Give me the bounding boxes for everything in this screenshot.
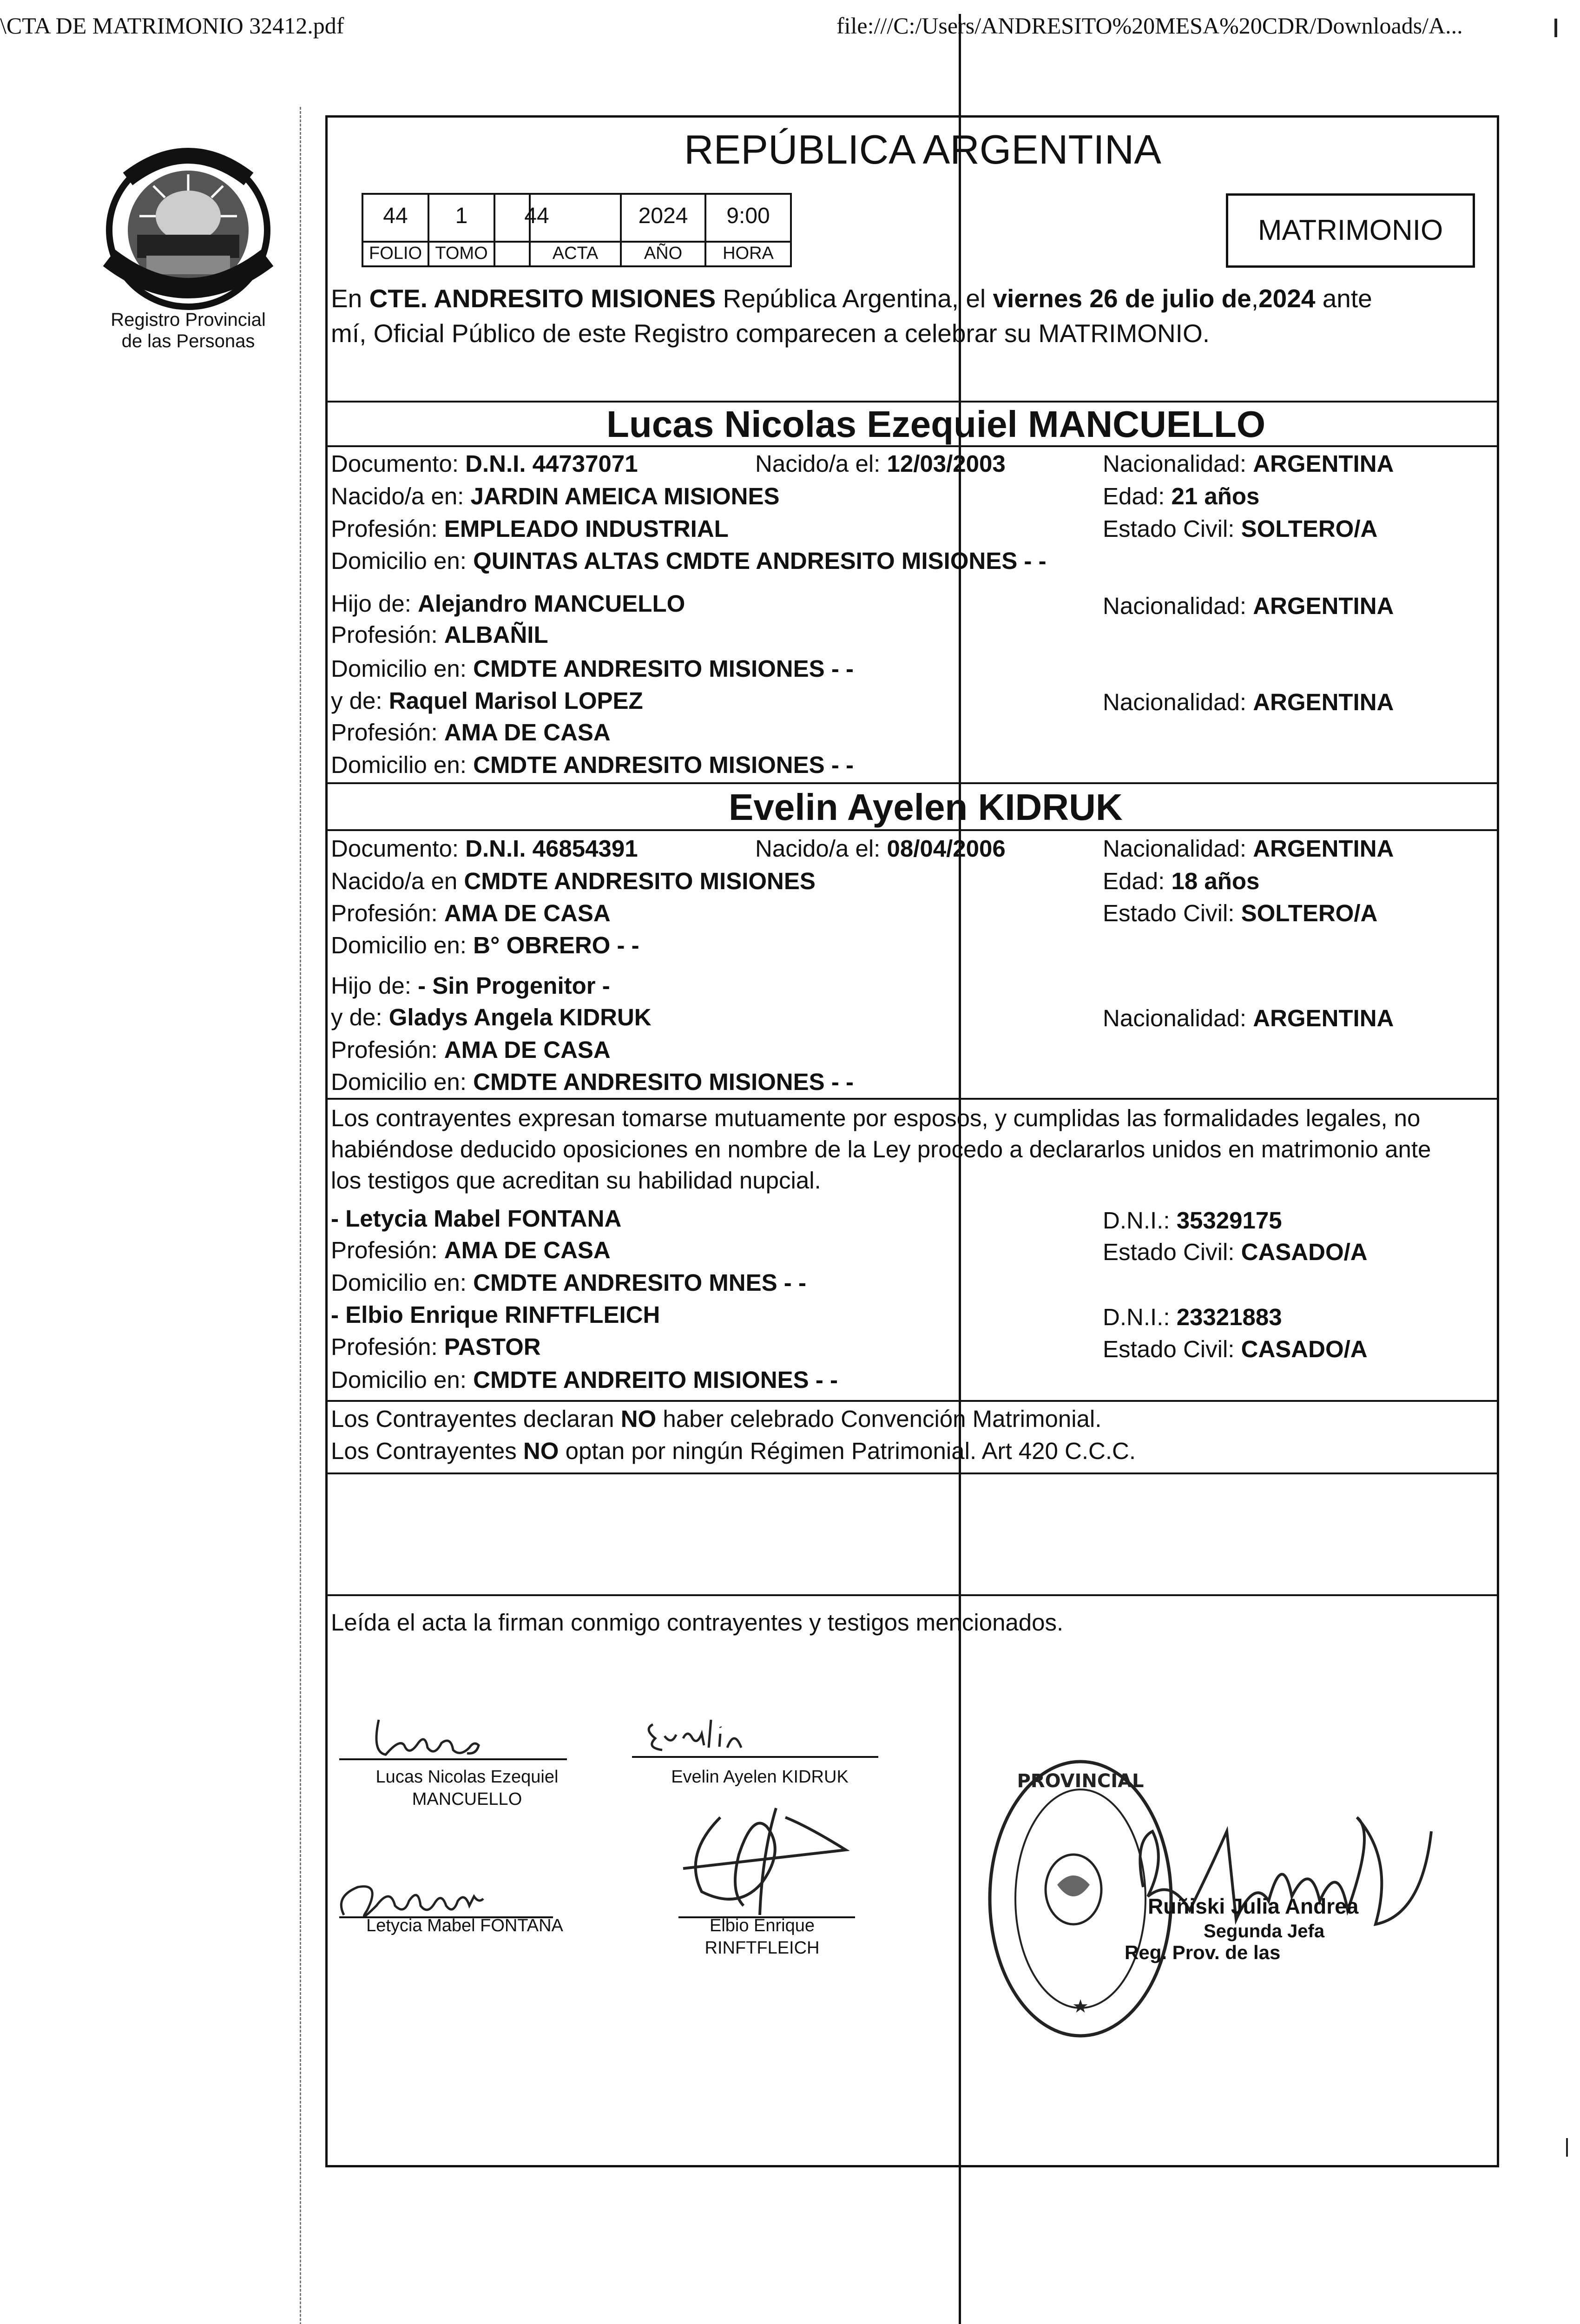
groom-profession: Profesión: EMPLEADO INDUSTRIAL (331, 515, 729, 542)
country-title: REPÚBLICA ARGENTINA (684, 126, 1161, 172)
declaration-line3: los testigos que acreditan su habilidad nupcial. (331, 1167, 821, 1194)
bride-birth-place: Nacido/a en CMDTE ANDRESITO MISIONES (331, 868, 816, 894)
stamp-top-text: PROVINCIAL (1017, 1770, 1144, 1792)
bride-birth-date: Nacido/a el: 08/04/2006 (755, 835, 1006, 862)
grid-cell-tomo (428, 193, 495, 267)
separator (325, 1594, 1499, 1596)
bride-mother: y de: Gladys Angela KIDRUK (331, 1004, 652, 1030)
hora-value: 9:00 (726, 204, 770, 228)
groom-father: Hijo de: Alejandro MANCUELLO (331, 590, 685, 617)
official-office: Reg. Prov. de las (1125, 1941, 1281, 1963)
separator (325, 445, 1499, 447)
intro-line1: En CTE. ANDRESITO MISIONES República Argentina, el viernes 26 de julio de,2024 ante (331, 284, 1372, 313)
groom-signature-icon (335, 1710, 576, 1766)
hora-label: HORA (723, 244, 774, 263)
witness2-name: - Elbio Enrique RINFTFLEICH (331, 1301, 660, 1328)
pdf-file-url: file:///C:/Users/ANDRESITO%20MESA%20CDR/Downloads/A... (836, 13, 1463, 39)
registry-caption (91, 309, 286, 352)
witness1-civil-status: Estado Civil: CASADO/A (1103, 1239, 1368, 1265)
bride-mother-nationality: Nacionalidad: ARGENTINA (1103, 1005, 1394, 1031)
bride-mother-profession: Profesión: AMA DE CASA (331, 1037, 611, 1063)
tomo-value: 1 (455, 204, 468, 228)
witness2-signature-label: Elbio Enrique RINFTFLEICH (704, 1916, 820, 1958)
groom-document: Documento: D.N.I. 44737071 (331, 450, 638, 477)
groom-name: Lucas Nicolas Ezequiel MANCUELLO (606, 403, 1266, 445)
groom-father-profession: Profesión: ALBAÑIL (331, 621, 548, 648)
bride-name: Evelin Ayelen KIDRUK (729, 786, 1123, 828)
closing-statement: Leída el acta la firman conmigo contrayentes y testigos mencionados. (331, 1609, 1064, 1636)
witness2-dni: D.N.I.: 23321883 (1103, 1304, 1282, 1330)
folio-label: FOLIO (369, 244, 422, 263)
witness2-domicile: Domicilio en: CMDTE ANDREITO MISIONES - - (331, 1367, 838, 1393)
groom-age: Edad: 21 años (1103, 483, 1260, 509)
grid-cell-folio (362, 193, 429, 267)
tomo-label: TOMO (435, 244, 488, 263)
bride-profession: Profesión: AMA DE CASA (331, 900, 611, 926)
intro-line2: mí, Oficial Público de este Registro comparecen a celebrar su MATRIMONIO. (331, 319, 1210, 348)
folio-value: 44 (383, 204, 408, 228)
bride-signature-label: Evelin Ayelen KIDRUK (671, 1767, 849, 1787)
registry-caption-line1: Registro Provincial (111, 310, 266, 330)
declaration-line2: habiéndose deducido oposiciones en nombre de la Ley procedo a declararlos unidos en matrimonio ante (331, 1136, 1431, 1162)
bride-mother-domicile: Domicilio en: CMDTE ANDRESITO MISIONES - - (331, 1069, 854, 1095)
doc-type-box: MATRIMONIO (1226, 193, 1475, 268)
fold-line (300, 107, 301, 2324)
groom-civil-status: Estado Civil: SOLTERO/A (1103, 515, 1378, 542)
groom-mother: y de: Raquel Marisol LOPEZ (331, 687, 643, 714)
groom-mother-domicile: Domicilio en: CMDTE ANDRESITO MISIONES - - (331, 752, 854, 778)
separator (325, 1400, 1499, 1402)
groom-mother-nationality: Nacionalidad: ARGENTINA (1103, 689, 1394, 715)
witness1-domicile: Domicilio en: CMDTE ANDRESITO MNES - - (331, 1269, 806, 1296)
pdf-file-title: \CTA DE MATRIMONIO 32412.pdf (0, 13, 344, 39)
anio-value: 2024 (638, 204, 688, 228)
grid-cell-hora (704, 193, 792, 267)
bride-domicile: Domicilio en: B° OBRERO - - (331, 932, 639, 958)
groom-father-nationality: Nacionalidad: ARGENTINA (1103, 593, 1394, 619)
separator (325, 782, 1499, 784)
groom-nationality: Nacionalidad: ARGENTINA (1103, 450, 1394, 477)
official-role: Segunda Jefa (1204, 1921, 1325, 1941)
bride-civil-status: Estado Civil: SOLTERO/A (1103, 900, 1378, 926)
official-name: Ruñiski Julia Andrea (1148, 1894, 1359, 1918)
separator (325, 401, 1499, 403)
bride-signature-icon (627, 1701, 888, 1766)
separator (325, 1472, 1499, 1474)
bride-father: Hijo de: - Sin Progenitor - (331, 972, 610, 999)
bride-nationality: Nacionalidad: ARGENTINA (1103, 835, 1394, 862)
seal-emblem-icon (91, 146, 286, 314)
witness2-signature-icon (669, 1799, 864, 1929)
scan-speck (1554, 19, 1557, 37)
groom-birth-place: Nacido/a en: JARDIN AMEICA MISIONES (331, 483, 780, 509)
acta-label: ACTA (552, 244, 599, 263)
anio-label: AÑO (644, 244, 683, 263)
declaration-line1: Los contrayentes expresan tomarse mutuamente por esposos, y cumplidas las formalidades legales, no (331, 1105, 1421, 1131)
grid-cell-anio (620, 193, 706, 267)
witness1-profession: Profesión: AMA DE CASA (331, 1237, 611, 1263)
regime-line2: Los Contrayentes NO optan por ningún Régimen Patrimonial. Art 420 C.C.C. (331, 1438, 1136, 1464)
witness1-name: - Letycia Mabel FONTANA (331, 1205, 622, 1232)
regime-line1: Los Contrayentes declaran NO haber celebrado Convención Matrimonial. (331, 1406, 1102, 1432)
scan-center-line (959, 14, 961, 2324)
bride-age: Edad: 18 años (1103, 868, 1260, 894)
separator (325, 829, 1499, 831)
province-seal-logo (91, 146, 286, 314)
separator (325, 1098, 1499, 1100)
groom-father-domicile: Domicilio en: CMDTE ANDRESITO MISIONES - - (331, 655, 854, 682)
witness1-signature-label: Letycia Mabel FONTANA (366, 1916, 563, 1935)
groom-domicile: Domicilio en: QUINTAS ALTAS CMDTE ANDRESITO MISIONES - - (331, 548, 1047, 574)
acta-value: 44 (524, 204, 549, 228)
bride-document: Documento: D.N.I. 46854391 (331, 835, 638, 862)
witness1-dni: D.N.I.: 35329175 (1103, 1207, 1282, 1234)
registry-caption-line2: de las Personas (121, 331, 255, 351)
witness2-profession: Profesión: PASTOR (331, 1334, 541, 1360)
witness2-civil-status: Estado Civil: CASADO/A (1103, 1336, 1368, 1362)
groom-signature-label: Lucas Nicolas Ezequiel MANCUELLO (375, 1767, 559, 1809)
grid-divider (362, 241, 792, 243)
stamp-star-text: ★ (1072, 1996, 1089, 2017)
scan-speck (1566, 2138, 1568, 2157)
groom-mother-profession: Profesión: AMA DE CASA (331, 719, 611, 746)
groom-birth-date: Nacido/a el: 12/03/2003 (755, 450, 1006, 477)
grid-cell-acta-label (529, 193, 622, 267)
